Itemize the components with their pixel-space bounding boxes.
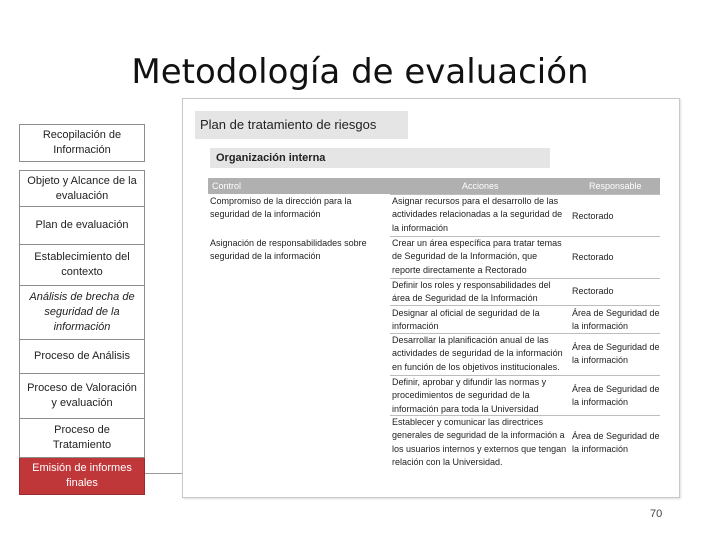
- action-cell: Desarrollar la planificación anual de las actividades de seguridad de la información en función de los objetivos institucionales.: [392, 335, 563, 372]
- step-emision-informes: Emisión de informes finales: [19, 458, 145, 495]
- step-proceso-tratamiento: Proceso de Tratamiento: [19, 419, 145, 458]
- column-acciones: Acciones: [462, 181, 499, 191]
- page-number: 70: [650, 508, 663, 520]
- row-divider: [390, 278, 660, 279]
- responsable-cell: Área de Seguridad de la información: [572, 384, 660, 408]
- step-establecimiento-contexto: Establecimiento del contexto: [19, 245, 145, 286]
- action-cell: Definir, aprobar y difundir las normas y procedimientos de seguridad de la información para toda la Universidad: [392, 377, 547, 414]
- action-cell: Designar al oficial de seguridad de la información: [392, 308, 540, 332]
- row-divider: [390, 236, 660, 237]
- responsable-cell: Área de Seguridad de la información: [572, 431, 660, 455]
- row-divider: [390, 333, 660, 334]
- process-steps: [19, 124, 145, 495]
- step-analisis-brecha: Análisis de brecha de seguridad de la información: [19, 286, 145, 340]
- step-proceso-analisis: Proceso de Análisis: [19, 340, 145, 374]
- row-divider: [390, 305, 660, 306]
- column-control: Control: [212, 181, 242, 191]
- control-cell: Asignación de responsabilidades sobre seguridad de la información: [210, 238, 367, 262]
- action-cell: Establecer y comunicar las directrices generales de seguridad de la información a los usuarios internos y externos que tengan relación con la Universidad.: [392, 417, 567, 468]
- step-plan-evaluacion: Plan de evaluación: [19, 207, 145, 245]
- step-valoracion-evaluacion: Proceso de Valoración y evaluación: [19, 374, 145, 419]
- step-recopilacion: Recopilación de Información: [19, 124, 145, 162]
- row-divider: [390, 194, 660, 195]
- responsable-cell: Área de Seguridad de la información: [572, 342, 660, 366]
- document-title: Plan de tratamiento de riesgos: [195, 111, 408, 139]
- table-header: [208, 178, 660, 194]
- row-divider: [390, 415, 660, 416]
- row-divider: [390, 375, 660, 376]
- responsable-cell: Rectorado: [572, 252, 614, 262]
- responsable-cell: Rectorado: [572, 211, 614, 221]
- responsable-cell: Rectorado: [572, 286, 614, 296]
- action-cell: Asignar recursos para el desarrollo de las actividades relacionadas a la seguridad de la información: [392, 196, 563, 233]
- responsable-cell: Área de Seguridad de la información: [572, 308, 660, 332]
- connector-line: [145, 473, 182, 474]
- control-cell: Compromiso de la dirección para la seguridad de la información: [210, 196, 352, 220]
- section-heading: Organización interna: [210, 148, 550, 168]
- action-cell: Crear un área específica para tratar temas de Seguridad de la Información, que reporte directamente a Rectorado: [392, 238, 562, 275]
- column-responsable: Responsable: [589, 181, 642, 191]
- action-cell: Definir los roles y responsabilidades del área de Seguridad de la Información: [392, 280, 551, 304]
- step-objeto-alcance: Objeto y Alcance de la evaluación: [19, 170, 145, 207]
- slide-title: Metodología de evaluación: [131, 52, 589, 92]
